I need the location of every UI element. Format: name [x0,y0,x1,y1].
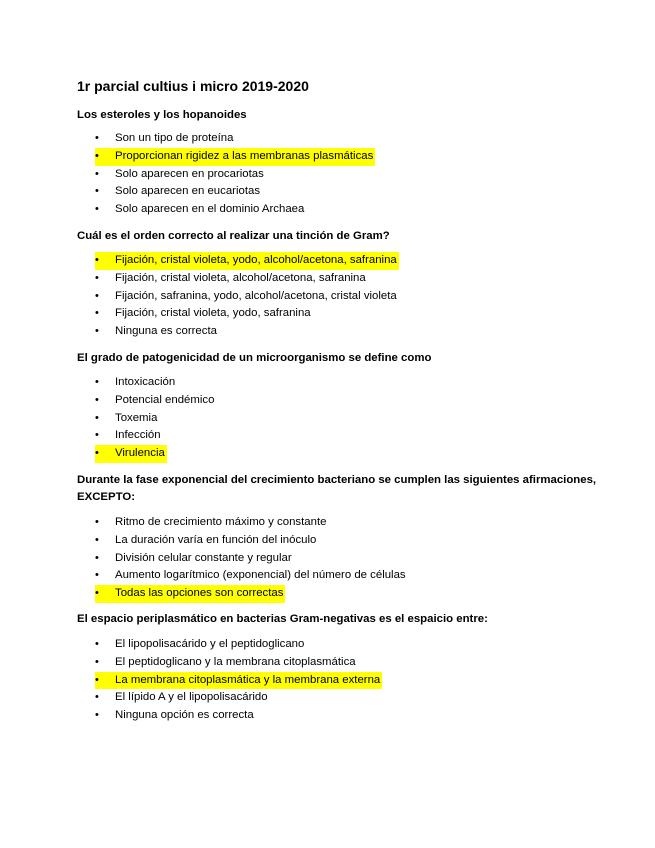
bullet-icon: • [95,149,99,162]
highlighted-answer [95,148,375,166]
bullet-icon: • [95,709,99,722]
option-text: El lipopolisacárido y el peptidoglicano [115,638,305,650]
option-item [95,410,214,428]
option-item [95,130,375,148]
option-item [95,201,375,219]
options-list-4 [95,514,406,603]
highlighted-answer [95,585,406,603]
option-text: Fijación, cristal violeta, yodo, safranina [115,307,311,320]
option-text: Fijación, safranina, yodo, alcohol/acetona, cristal violeta [115,289,397,302]
option-text: Solo aparecen en el dominio Archaea [115,203,305,216]
highlighted-answer [95,252,399,270]
options-list-2 [95,252,399,341]
bullet-icon: • [95,429,99,442]
highlighted-answer [95,445,214,463]
bullet-icon: • [95,393,99,406]
option-item [95,550,406,568]
bullet-icon: • [95,516,99,528]
question-2: Cuál es el orden correcto al realizar una tinción de Gram? [77,230,390,242]
bullet-icon: • [95,638,99,650]
option-text: Son un tipo de proteína [115,132,234,144]
bullet-icon: • [95,185,99,198]
option-item [95,374,214,392]
option-item [95,270,399,288]
option-item [95,654,382,672]
bullet-icon: • [95,587,99,600]
question-1: Los esteroles y los hopanoides [77,109,247,121]
bullet-icon: • [95,655,99,668]
question-3: El grado de patogenicidad de un microorganismo se define como [77,352,432,364]
options-list-1 [95,130,375,219]
option-text: La duración varía en función del inóculo [115,533,317,546]
option-text: El lípido A y el lipopolisacárido [115,691,268,704]
bullet-icon: • [95,325,99,338]
bullet-icon: • [95,289,99,302]
option-text: Fijación, cristal violeta, yodo, alcohol/acetona, safranina [115,254,397,266]
option-text: Ninguna es correcta [115,325,217,338]
options-list-3 [95,374,214,463]
option-item [95,288,399,306]
option-text: Toxemia [115,411,158,424]
option-item [95,532,406,550]
option-text: Infección [115,429,161,442]
option-item [95,427,214,445]
bullet-icon: • [95,673,99,686]
option-item [95,392,214,410]
option-item [95,514,406,532]
bullet-icon: • [95,533,99,546]
highlighted-answer [95,672,382,690]
option-text: División celular constante y regular [115,551,292,564]
bullet-icon: • [95,203,99,216]
option-item [95,636,382,654]
question-4: Durante la fase exponencial del crecimiento bacteriano se cumplen las siguientes afirmaciones, EXCEPTO: [77,474,597,503]
option-text: La membrana citoplasmática y la membrana externa [115,673,381,686]
option-item [95,166,375,184]
option-text: Ninguna opción es correcta [115,709,254,722]
option-text: Todas las opciones son correctas [115,587,284,600]
document-title: 1r parcial cultius i micro 2019-2020 [77,78,309,94]
option-item [95,183,375,201]
option-item [95,567,406,585]
option-text: Proporcionan rigidez a las membranas plasmáticas [115,149,374,162]
bullet-icon: • [95,447,99,460]
bullet-icon: • [95,551,99,564]
bullet-icon: • [95,167,99,180]
option-text: Virulencia [115,447,165,460]
bullet-icon: • [95,411,99,424]
option-text: Potencial endémico [115,393,215,406]
option-item [95,323,399,341]
option-text: Ritmo de crecimiento máximo y constante [115,516,327,528]
option-text: Solo aparecen en procariotas [115,167,264,180]
option-item [95,689,382,707]
question-5: El espacio periplasmático en bacterias Gram-negativas es el espaicio entre: [77,613,488,625]
bullet-icon: • [95,271,99,284]
bullet-icon: • [95,376,99,388]
options-list-5 [95,636,382,725]
bullet-icon: • [95,254,99,266]
option-text: Intoxicación [115,376,176,388]
option-text: Aumento logarítmico (exponencial) del número de células [115,569,406,582]
option-text: Solo aparecen en eucariotas [115,185,261,198]
option-item [95,305,399,323]
bullet-icon: • [95,569,99,582]
option-text: Fijación, cristal violeta, alcohol/acetona, safranina [115,271,366,284]
bullet-icon: • [95,132,99,144]
option-text: El peptidoglicano y la membrana citoplasmática [115,655,356,668]
bullet-icon: • [95,307,99,320]
bullet-icon: • [95,691,99,704]
option-item [95,707,382,725]
